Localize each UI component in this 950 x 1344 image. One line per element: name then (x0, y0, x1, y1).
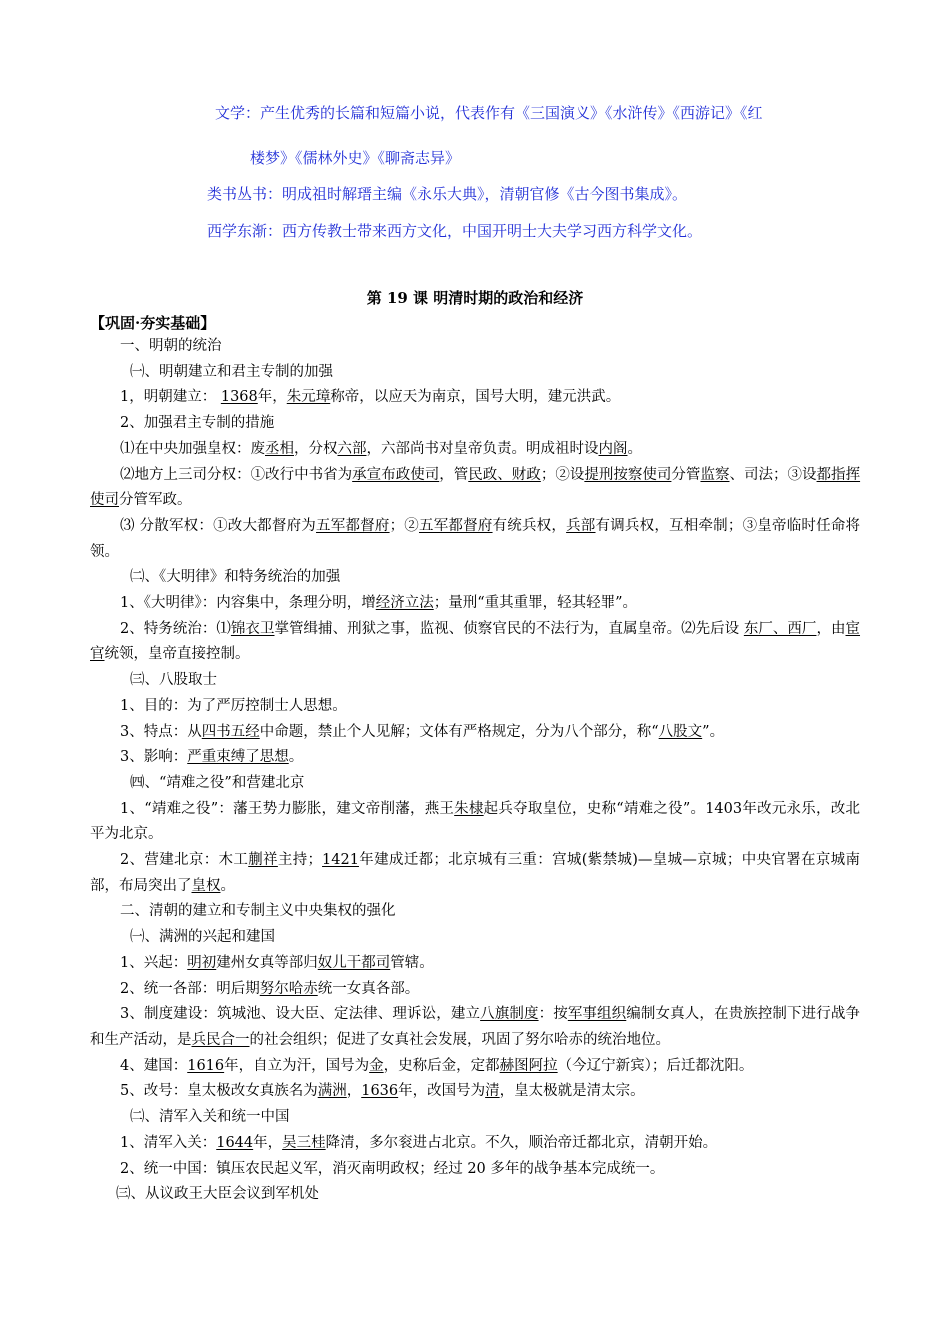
subheading-1: ㈠、明朝建立和君主专制的加强 (130, 363, 333, 380)
paragraph: 1，明朝建立： 1368年，朱元璋称帝，以应天为南京，国号大明，建元洪武。 (120, 389, 621, 406)
subheading-4: ㈣、“靖难之役”和营建北京 (130, 774, 305, 791)
paragraph: 2、特务统治：⑴锦衣卫掌管缉捕、刑狱之事，监视、侦察官民的不法行为，直属皇帝。⑵先后设 东厂、西厂，由宦官统领，皇帝直接控制。 (90, 620, 861, 663)
paragraph: 4、建国：1616年，自立为汗，国号为金，史称后金，定都赫图阿拉（今辽宁新宾）；后迁都沈阳。 (120, 1057, 754, 1074)
paragraph: 1、目的：为了严厉控制士人思想。 (120, 697, 347, 714)
paragraph: 3、制度建设：筑城池、设大臣、定法律、理诉讼，建立八旗制度：按军事组织编制女真人，在贵族控制下进行战争和生产活动，是兵民合一的社会组织；促进了女真社会发展，巩固了努尔哈赤的统治地位。 (90, 1006, 861, 1048)
encyclopedia-line: 类书丛书：明成祖时解瑨主编《永乐大典》，清朝官修《古今图书集成》。 (207, 185, 688, 203)
section-heading: 【巩固·夯实基础】 (90, 314, 216, 332)
lesson-body (90, 334, 860, 1208)
subheading-5: ㈠、满洲的兴起和建国 (130, 929, 275, 946)
paragraph: ⑶ 分散军权：①改大都督府为五军都督府；②五军都督府有统兵权，兵部有调兵权，互相牵制；③皇帝临时任命将领。 (90, 517, 861, 560)
paragraph: 1、兴起：明初建州女真等部归奴儿干都司管辖。 (120, 954, 434, 971)
paragraph: ⑵地方上三司分权：①改行中书省为承宣布政使司，管民政、财政；②设提刑按察使司分管监察、司法；③设都指挥使司分管军政。 (90, 466, 861, 509)
paragraph: 1、“靖难之役”：藩王势力膨胀，建文帝削藩，燕王朱棣起兵夺取皇位，史称“靖难之役”。1403年改元永乐，改北平为北京。 (90, 800, 860, 843)
subheading-3: ㈢、八股取士 (130, 672, 217, 689)
heading-ming-rule: 一、明朝的统治 (120, 338, 222, 354)
subheading-6: ㈡、清军入关和统一中国 (130, 1109, 290, 1126)
paragraph: 3、特点：从四书五经中命题，禁止个人见解；文体有严格规定，分为八个部分，称“八股文”。 (120, 723, 725, 740)
literature-line: 文学：产生优秀的长篇和短篇小说，代表作有《三国演义》《水浒传》《西游记》《红 (215, 104, 763, 122)
lesson-title: 第 19 课 明清时期的政治和经济 (366, 289, 584, 307)
paragraph: 5、改号：皇太极改女真族名为满洲，1636年，改国号为清，皇太极就是清太宗。 (120, 1083, 645, 1100)
literature-line-cont: 楼梦》《儒林外史》《聊斋志异》 (250, 149, 461, 167)
subheading-2: ㈡、《大明律》和特务统治的加强 (130, 569, 341, 586)
paragraph: 2、加强君主专制的措施 (120, 415, 275, 432)
paragraph: 2、统一中国：镇压农民起义军，消灭南明政权；经过 20 多年的战争基本完成统一。 (120, 1160, 665, 1177)
heading-qing: 二、清朝的建立和专制主义中央集权的强化 (120, 903, 396, 920)
paragraph: 1、《大明律》：内容集中，条理分明，增经济立法；量刑“重其重罪，轻其轻罪”。 (120, 595, 638, 612)
subheading-7: ㈢、从议政王大臣会议到军机处 (116, 1186, 319, 1203)
paragraph: 2、营建北京：木工蒯祥主持；1421年建成迁都；北京城有三重：宫城(紫禁城)—皇城—京城；中央官署在京城南部，布局突出了皇权。 (90, 852, 861, 894)
paragraph: 1、清军入关：1644年，吴三桂降清，多尔衮进占北京。不久，顺治帝迁都北京，清朝开始。 (120, 1134, 718, 1151)
paragraph: ⑴在中央加强皇权：废丞相，分权六部，六部尚书对皇帝负责。明成祖时设内阁。 (120, 440, 642, 457)
paragraph: 2、统一各部：明后期努尔哈赤统一女真各部。 (120, 980, 420, 997)
paragraph: 3、影响：严重束缚了思想。 (120, 749, 304, 766)
western-learning-line: 西学东渐：西方传教士带来西方文化，中国开明士大夫学习西方科学文化。 (207, 222, 703, 240)
